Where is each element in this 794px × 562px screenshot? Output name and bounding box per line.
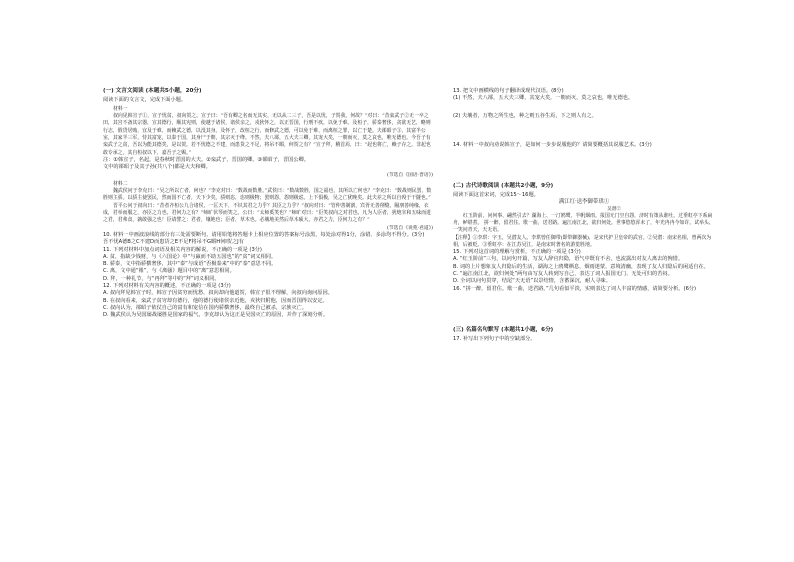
- question-10-options: 吾不忧A德B之C不建D而患货之E不足F将吊不G暇H何I贺之J有: [103, 239, 244, 246]
- question-15-option-c: C. “遍江南江北，欲归何处”两句由写友人转到写自己，表达了词人报国无门、无处可归的苦闷。: [453, 271, 673, 278]
- question-15-option-b: B. 词的上片想象友人归隐后的生活，湖海之上鸥鹭栖息，烟雨迷蒙，意境清幽，表现了友人归隐后的闲适自在。: [453, 263, 709, 270]
- poem-author: 吴潜②: [607, 206, 621, 212]
- material2-source: (节选自《说苑·君道》): [386, 225, 433, 231]
- material1-text: 叔向见韩宣子①，宣子忧贫，叔向贺之。宣子曰：“吾有卿之名而无其实，无以从二三子，吾是以忧，子贺我，何故？”对曰：“昔栾武子②无一卒之田，其宫不备其宗器，宣其德行，顺其宪则，使越于诸侯，诸侯亲之，戎狄怀之，以正晋国，行刑不疚，以免于难。及桓子，骄泰奢侈，贪欲无艺，略则行志，假贷居贿，宜及于难，而赖武之德，以没其身。及怀子，改桓之行，而修武之德，可以免于难，而离桓之罪，以亡于楚。夫郤昭子③，其富半公室，其家半三军，恃其富宠，以泰于国，其身尸于朝，其宗灭于绛。不然，夫八郤，五大夫三卿，其宠大矣，一朝而灭，莫之哀也，唯无德也。今吾子有栾武子之贫，吾以为能其德矣，是以贺。若不忧德之不建，而患货之不足，将吊不暇，何贺之有？”宣子拜，稽首焉，曰：“起也将亡，赖子存之。非起也敢专承之，其自桓叔以下，嘉吾子之赐。”: [103, 113, 431, 156]
- material1-source: (节选自《国语·晋语》): [386, 172, 433, 178]
- question-15-option-a: A. “红玉阶前”三句，以问句开篇，写友人辞官归隐，语气中既有不舍，也流露出对友人离去的惋惜。: [453, 256, 684, 263]
- section1-heading: (一) 文言文阅读 (本题共5小题，20分): [103, 88, 202, 94]
- poem-body: 红玉阶前，问何事、翩然引去？湖海上、一汀鸥鹭，半帆烟雨。报国无门空自怨，济时有策从谁吐。过垂虹亭下系扁舟，鲈堪煮。 拼一醉，留君住。歌一曲，送君路。遍江南江北，欲归何处。世事悠悠浑未了，年光冉冉今如许。试举头、一笑问青天，天无语。: [453, 212, 714, 234]
- left-column: [103, 88, 433, 320]
- poem-note: 【注释】①李珙：字玉，吴潜友人。李珙曾任御带(即带御器械)，是宋代护卫皇帝的武官。②吴潜：南宋名相，曾两次为相，后被贬。③垂虹亭：在江苏吴江，是南宋时著名的游览胜地。: [453, 234, 712, 248]
- question-14: 14. 材料一中叔向劝说韩宣子，是如何一步步说服他的？请简要概括其说服艺术。(3分): [453, 141, 652, 148]
- question-12-option-b: B. 在叔向看来，栾武子贫穷却有德行，他的德行使诸侯亲近他，戎狄归附他，因而晋国得以安定。: [103, 297, 328, 304]
- question-12: 12. 下列对材料有关内容的概述，不正确的一项是 (3分): [103, 283, 231, 290]
- question-17: 17. 补写出下列句子中的空缺部分。: [453, 335, 536, 342]
- question-10: 10. 材料一中画波浪线的部分有三处需要断句，请用铅笔将答题卡上相应位置的答案标号涂黑，每处涂对得1分，涂错、多涂均不得分。(3分): [103, 231, 425, 238]
- question-11-option-d: D. 拜，一种礼节，与“再拜”等中的“拜”词义相同。: [103, 275, 220, 282]
- material2-label: 材料二: [113, 180, 128, 187]
- material1-note: 注：①韩宣子，名起，是春秋时晋国的大夫。②栾武子，晋国的卿。③郤昭子，晋国公卿。: [103, 156, 309, 163]
- material1-note-2: 文中的郤昭子及其子孙(共八个)都是大夫和卿。: [103, 164, 211, 171]
- section2-intro: 阅读下面这首宋词，完成15～16题。: [453, 191, 539, 198]
- question-11-option-b: B. 骄泰，文中指骄横奢侈，其中“泰”与成语“否极泰来”中的“泰”意思不同。: [103, 261, 277, 268]
- material2-text-2: 晋平公问于叔向曰：“昔者齐桓公九合诸侯，一匡天下，不识其君之力乎？其臣之力乎？”叔向对曰：“管仲善制割，宾胥无善削缝，隰朋善纯缘，衣成，君举而服之，亦臣之力也，君何力之有？”师旷伏琴而笑之。公曰：“太师奚笑也？”师旷对曰：“臣笑叔向之对君也。凡为人臣者，犹炮宰和五味而进之君，君弗食，孰敢强之也！臣请譬之：君者，壤地也；臣者，草木也。必壤地美然后草木硕大，亦君之力，臣何力之有？”: [103, 202, 431, 224]
- material1-label: 材料一: [113, 105, 128, 112]
- question-12-option-a: A. 叔向拜见韩宣子时，韩宣子因贫穷而忧愁，叔向却向他道贺，韩宣子很不理解，向叔向询问原因。: [103, 290, 333, 297]
- question-13-sentence-1: (1) 不然，夫八郤，五大夫三卿，其宠大矣，一朝而灭，莫之哀也，唯无德也。: [453, 95, 634, 102]
- right-column: [453, 88, 715, 343]
- question-15: 15. 下列对这首词的理解与赏析，不正确的一项是 (3分): [453, 249, 581, 256]
- section2-heading: (二) 古代诗歌阅读 (本题共2小题，9分): [453, 183, 554, 190]
- question-15-option-d: D. 全词以问句贯穿，结尾“天无语”以景结情，含蓄深沉，耐人寻味。: [453, 278, 611, 285]
- section3-heading: (三) 名篇名句默写 (本题共1小题，6分): [453, 326, 554, 333]
- question-16: 16. “拼一醉，留君住。歌一曲，送君路。”几句看似平淡，实则表达了词人丰富的情感，请简要分析。(6分): [453, 285, 697, 292]
- question-13-sentence-2: (2) 夫壤者，万物之所生也，种之则五谷生焉，下之则人有之。: [453, 112, 597, 119]
- question-11: 11. 下列对材料中加点词语及相关内容的解说，不正确的一项是 (3分): [103, 246, 262, 253]
- poem-title: 满江红·送李御带珙①: [558, 199, 610, 206]
- question-12-option-d: D. 魏武侯认为吴国屡战屡胜是国家的福气，李克却认为这正是吴国灭亡的原因，并作了深刻分析。: [103, 312, 329, 319]
- question-11-option-a: A. 贫，指缺少钱财，与《六国论》中“与嬴而不助五国也”的“贫”词义相同。: [103, 253, 277, 260]
- material2-text-1: 魏武侯问于李克曰：“吴之所以亡者，何也？”李克对曰：“数战而数胜。”武侯曰：“数战数胜，国之福也，其所以亡何也？”李克曰：“数战则民罢，数胜则主骄。以骄主使罢民，然而国不亡者，天下少矣。骄则恣，恣则极物；罢则怨，怨则极虑。上下俱极，吴之亡犹晚矣。此夫差之所以自殁于干隧也。”: [103, 188, 432, 202]
- question-11-option-c: C. 离，文中通“罹”，与《离骚》题目中的“离”意思相同。: [103, 268, 235, 275]
- section1-intro: 阅读下面的文言文，完成下面小题。: [103, 96, 187, 103]
- question-12-option-c: C. 叔向认为，郤昭子依仗自己的富有和宠信在国内骄横奢侈，最终自己被杀，宗族灭亡。: [103, 304, 308, 311]
- question-13: 13. 把文中画横线的句子翻译成现代汉语。(8分): [453, 88, 564, 94]
